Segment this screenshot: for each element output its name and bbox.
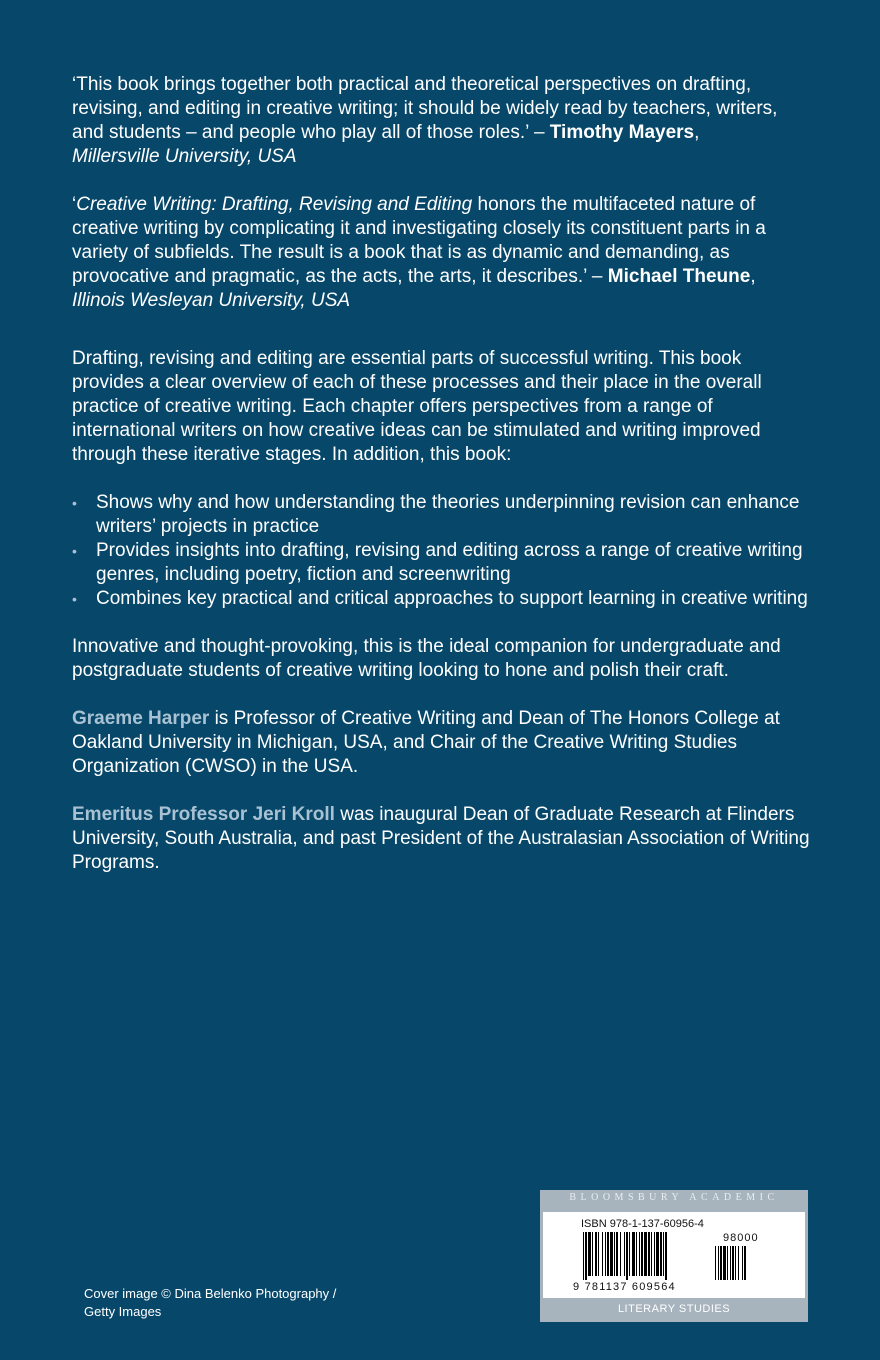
addon-digits: 98000 xyxy=(723,1232,759,1244)
barcode-bar xyxy=(602,1232,603,1276)
praise-quote-1: ‘This book brings together both practical and theoretical perspectives on drafting, revising, and editing in creative writing; it should be widely read by teachers, writers, and students – and people who play all of those roles.’ – Timothy Mayers, Millersville University, USA xyxy=(72,74,778,167)
barcode-bar xyxy=(663,1232,664,1276)
barcode-graphic xyxy=(583,1232,778,1280)
barcode-area xyxy=(543,1212,805,1298)
praise-author-1: Timothy Mayers xyxy=(549,122,695,143)
barcode-bar xyxy=(654,1232,655,1276)
barcode-bar xyxy=(614,1232,615,1276)
addon-bar xyxy=(718,1246,719,1280)
bullet-icon: • xyxy=(72,543,77,559)
addon-bar xyxy=(715,1246,716,1280)
praise-affiliation-2: Illinois Wesleyan University, USA xyxy=(72,290,351,311)
author-bio-1: Graeme Harper is Professor of Creative Writing and Dean of The Honors College at Oakland University in Michigan, USA, and Chair of the Creative Writing Studies Organization (CWSO) in the USA. xyxy=(72,708,780,777)
barcode-bar xyxy=(592,1232,593,1276)
publisher-name: BLOOMSBURY ACADEMIC xyxy=(569,1192,779,1203)
barcode-bar xyxy=(632,1232,635,1276)
description: Drafting, revising and editing are essential parts of successful writing. This book provides a clear overview of each of these processes and their place in the overall practice of creative writing. Each chapter offers perspectives from a range of international writers on how creative ideas can be stimulated and writing improved through these iterative stages. In addition, this book: xyxy=(72,348,762,465)
author-name-2: Emeritus Professor Jeri Kroll xyxy=(72,804,335,825)
barcode-bar xyxy=(598,1232,599,1276)
barcode-bar xyxy=(651,1232,652,1276)
addon-bar xyxy=(742,1246,743,1280)
cover-image-credit: Cover image © Dina Belenko Photography / Getty Images xyxy=(84,1286,337,1319)
addon-bar xyxy=(723,1246,726,1280)
barcode-digits: 9 781137 609564 xyxy=(573,1281,676,1293)
author-name-1: Graeme Harper xyxy=(72,708,210,729)
barcode-bar xyxy=(595,1232,597,1276)
list-item: • Provides insights into drafting, revising and editing across a range of creative writing genres, including poetry, fiction and screenwriting xyxy=(72,540,803,585)
barcode-bar xyxy=(605,1232,606,1276)
barcode-bar xyxy=(644,1232,647,1276)
bullet-icon: • xyxy=(72,495,77,511)
addon-bar xyxy=(720,1246,722,1280)
author-bio-2: Emeritus Professor Jeri Kroll was inaugural Dean of Graduate Research at Flinders University, South Australia, and past President of the Australasian Association of Writing Programs. xyxy=(72,804,810,873)
back-cover-text xyxy=(72,73,812,899)
barcode-bar xyxy=(656,1232,659,1276)
barcode-panel xyxy=(540,1190,808,1322)
praise-quote-2: ‘Creative Writing: Drafting, Revising and Editing honors the multifaceted nature of creative writing by complicating it and investigating closely its constituent parts in a variety of subfields. The result is a book that is as dynamic and demanding, as provocative and pragmatic, as the acts, the arts, it describes.’ – Michael Theune, Illinois Wesleyan University, USA xyxy=(72,194,766,311)
addon-bar xyxy=(735,1246,736,1280)
isbn-text: ISBN 978-1-137-60956-4 xyxy=(581,1218,704,1230)
category-label: LITERARY STUDIES xyxy=(617,1303,731,1315)
barcode-bar xyxy=(665,1232,667,1280)
barcode-bar xyxy=(648,1232,650,1276)
barcode-bar xyxy=(624,1232,625,1276)
addon-bar xyxy=(744,1246,746,1280)
book-title-ref: Creative Writing: Drafting, Revising and Editing xyxy=(76,194,473,215)
barcode-bar xyxy=(641,1232,643,1276)
barcode-bar xyxy=(629,1232,630,1276)
list-item: • Shows why and how understanding the theories underpinning revision can enhance writers’ projects in practice xyxy=(72,492,800,537)
addon-bar xyxy=(732,1246,734,1280)
barcode-bar xyxy=(610,1232,613,1276)
addon-bar xyxy=(730,1246,731,1280)
closing-paragraph: Innovative and thought-provoking, this is the ideal companion for undergraduate and postgraduate students of creative writing looking to hone and polish their craft. xyxy=(72,636,781,681)
praise-author-2: Michael Theune xyxy=(607,266,751,287)
barcode-bar xyxy=(583,1232,584,1280)
praise-affiliation-1: Millersville University, USA xyxy=(72,146,297,167)
bullet-icon: • xyxy=(72,591,77,607)
barcode-bar xyxy=(660,1232,662,1276)
list-item: • Combines key practical and critical approaches to support learning in creative writing xyxy=(72,588,808,609)
barcode-bar xyxy=(620,1232,621,1276)
barcode-bar xyxy=(585,1232,587,1280)
barcode-bar xyxy=(626,1232,628,1280)
feature-list xyxy=(72,491,812,611)
barcode-bar xyxy=(636,1232,637,1276)
addon-bar xyxy=(738,1246,739,1280)
barcode-bar xyxy=(607,1232,609,1276)
barcode-bar xyxy=(616,1232,618,1276)
addon-bar xyxy=(727,1246,728,1280)
barcode-bar xyxy=(588,1232,591,1276)
barcode-bar xyxy=(639,1232,640,1276)
